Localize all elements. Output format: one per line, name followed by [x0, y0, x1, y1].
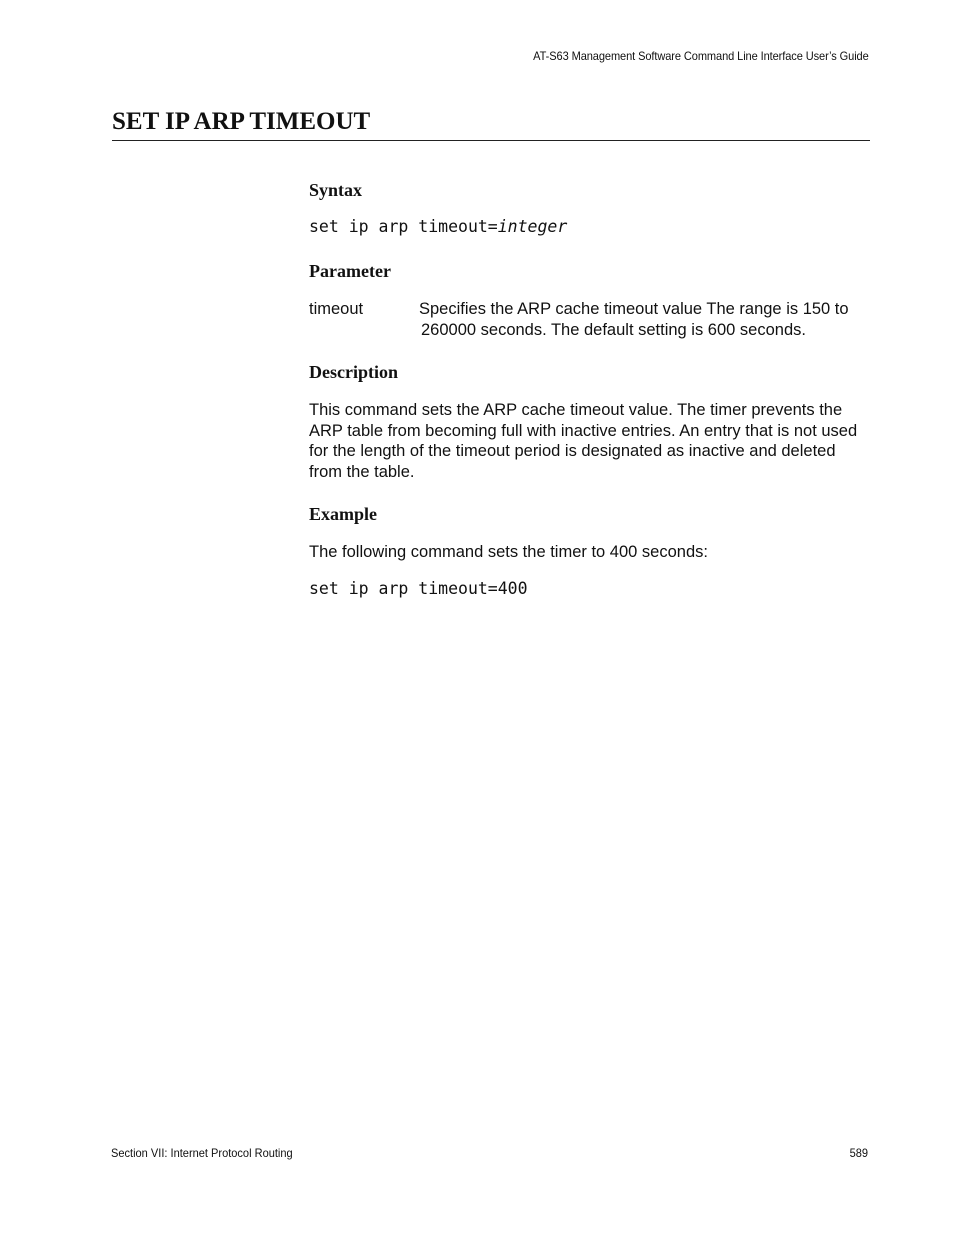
- footer-page-number: 589: [849, 1146, 868, 1160]
- syntax-command-prefix: set ip arp timeout=: [309, 217, 498, 236]
- description-heading: Description: [309, 362, 398, 382]
- syntax-command-variable: integer: [497, 217, 568, 236]
- running-header: AT-S63 Management Software Command Line Interface User’s Guide: [533, 49, 869, 63]
- page-title: SET IP ARP TIMEOUT: [112, 108, 371, 135]
- parameter-name: timeout: [309, 300, 364, 318]
- footer-section: Section VII: Internet Protocol Routing: [111, 1146, 293, 1160]
- syntax-command: [309, 217, 567, 237]
- parameter-heading: Parameter: [309, 261, 391, 281]
- example-heading: Example: [309, 504, 378, 524]
- example-command: set ip arp timeout=400: [309, 579, 528, 598]
- example-intro: The following command sets the timer to 400 seconds:: [309, 543, 708, 561]
- description-text: This command sets the ARP cache timeout value. The timer prevents the ARP table from becoming full with inactive entries. An entry that is not used for the length of the timeout period is designated as inactive and deleted from the table.: [309, 401, 858, 481]
- parameter-description: [419, 299, 871, 340]
- parameter-description-line2: 260000 seconds. The default setting is 600 seconds.: [421, 320, 806, 339]
- parameter-description-line1: Specifies the ARP cache timeout value The range is 150 to: [419, 300, 849, 318]
- syntax-heading: Syntax: [309, 180, 363, 200]
- title-rule: [112, 140, 870, 141]
